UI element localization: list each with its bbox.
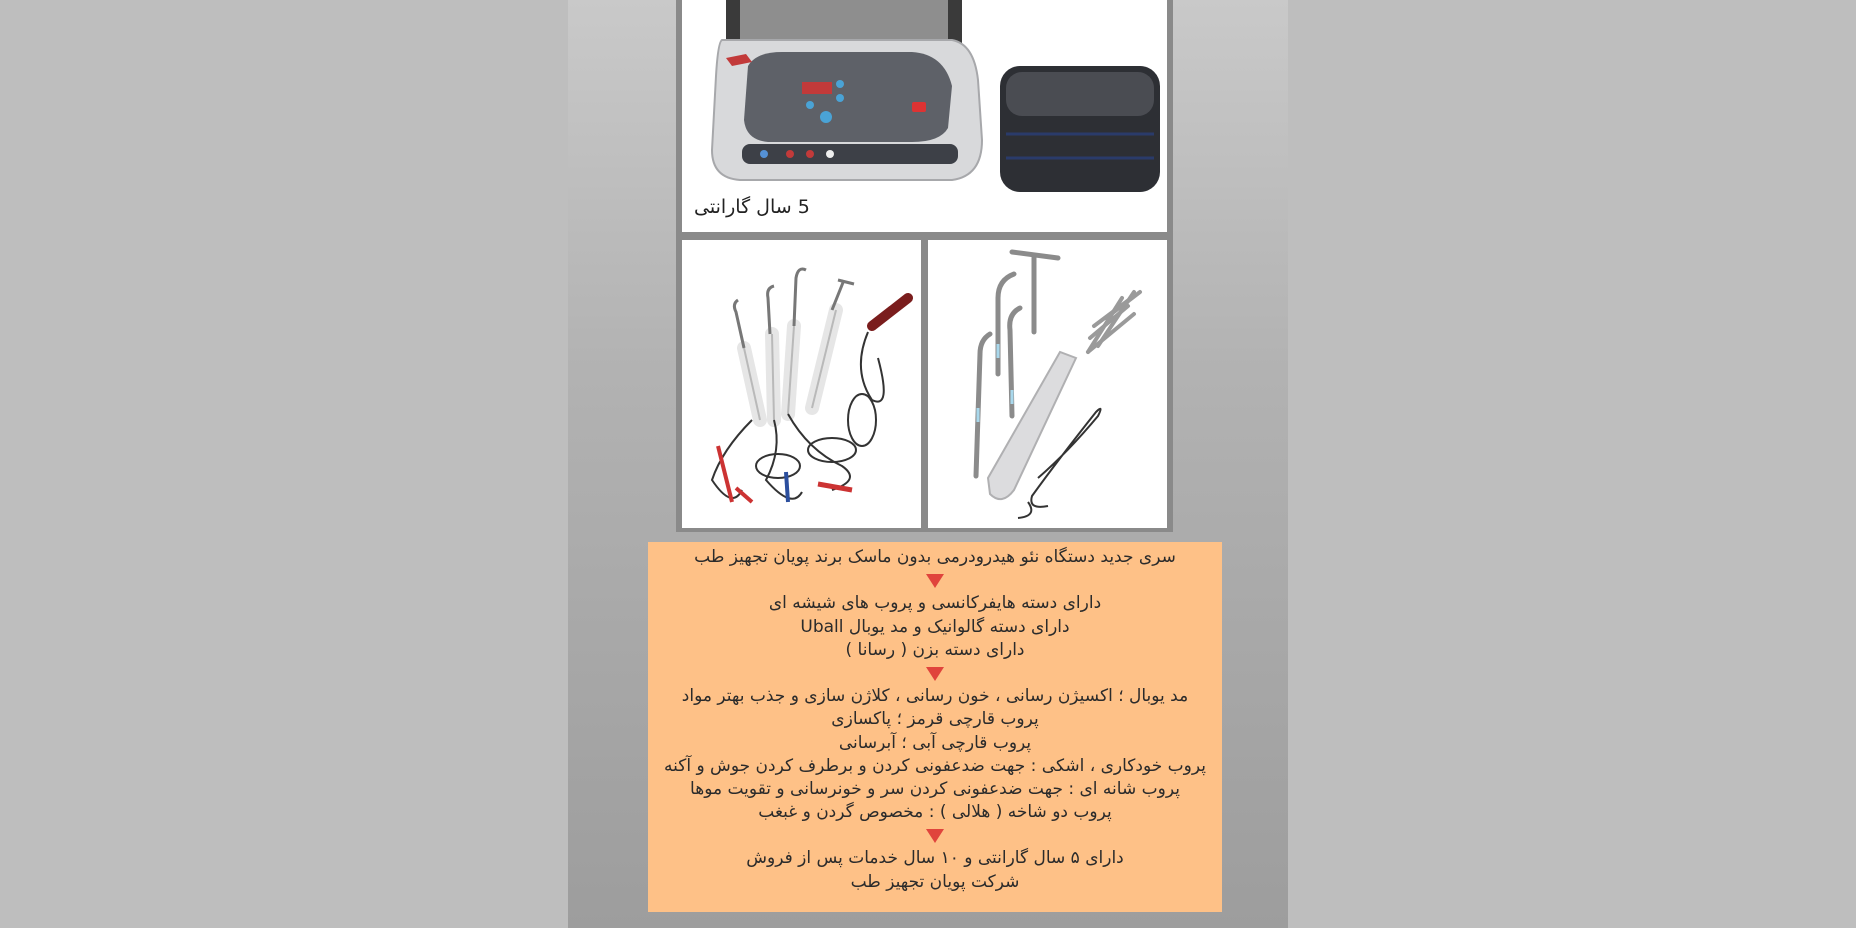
product-collage [676, 0, 1173, 532]
company-line: شرکت پویان تجهیز طب [850, 871, 1020, 892]
left-background [0, 0, 568, 928]
marker-row [648, 662, 1222, 685]
probe-line: پروب قارچی آبی ؛ آبرسانی [838, 732, 1032, 753]
feature-line: دارای دسته گالوانیک و مد یوبال Uball [800, 616, 1070, 637]
warranty-caption: 5 سال گارانتی [694, 196, 810, 218]
probe-line: پروب قارچی قرمز ؛ پاکسازی [831, 709, 1039, 730]
red-triangle-down-icon [926, 667, 944, 681]
red-triangle-down-icon [926, 574, 944, 588]
marker-row [648, 569, 1222, 592]
probes-illustration [928, 240, 1167, 528]
probe-line: پروب شانه ای : جهت ضدعفونی کردن سر و خونرسانی و تقویت موها [690, 778, 1180, 799]
device-photo-panel [682, 0, 1167, 232]
red-triangle-down-icon [926, 829, 944, 843]
handles-illustration [682, 240, 921, 528]
handles-photo-panel [682, 240, 921, 528]
title-line: سری جدید دستگاه نئو هیدرودرمی بدون ماسک برند پویان تجهیز طب [694, 547, 1176, 567]
feature-line: دارای دسته هایفرکانسی و پروب های شیشه ای [768, 593, 1102, 614]
probe-line: پروب خودکاری ، اشکی : جهت ضدعفونی کردن و برطرف کردن جوش و آکنه [663, 755, 1206, 776]
marker-row [648, 824, 1222, 847]
warranty-line: دارای ۵ سال گارانتی و ۱۰ سال خدمات پس از فروش [746, 848, 1124, 869]
feature-line: دارای دسته بزن ( رسانا ) [845, 639, 1025, 660]
probes-photo-panel [928, 240, 1167, 528]
description-box [648, 542, 1222, 912]
probe-line: پروب دو شاخه ( هلالی ) : مخصوص گردن و غبغب [758, 802, 1112, 823]
story-post [568, 0, 1288, 928]
right-background [1288, 0, 1856, 928]
probe-line: مد یوبال ؛ اکسیژن رسانی ، خون رسانی ، کلاژن سازی و جذب بهتر مواد [681, 686, 1189, 707]
